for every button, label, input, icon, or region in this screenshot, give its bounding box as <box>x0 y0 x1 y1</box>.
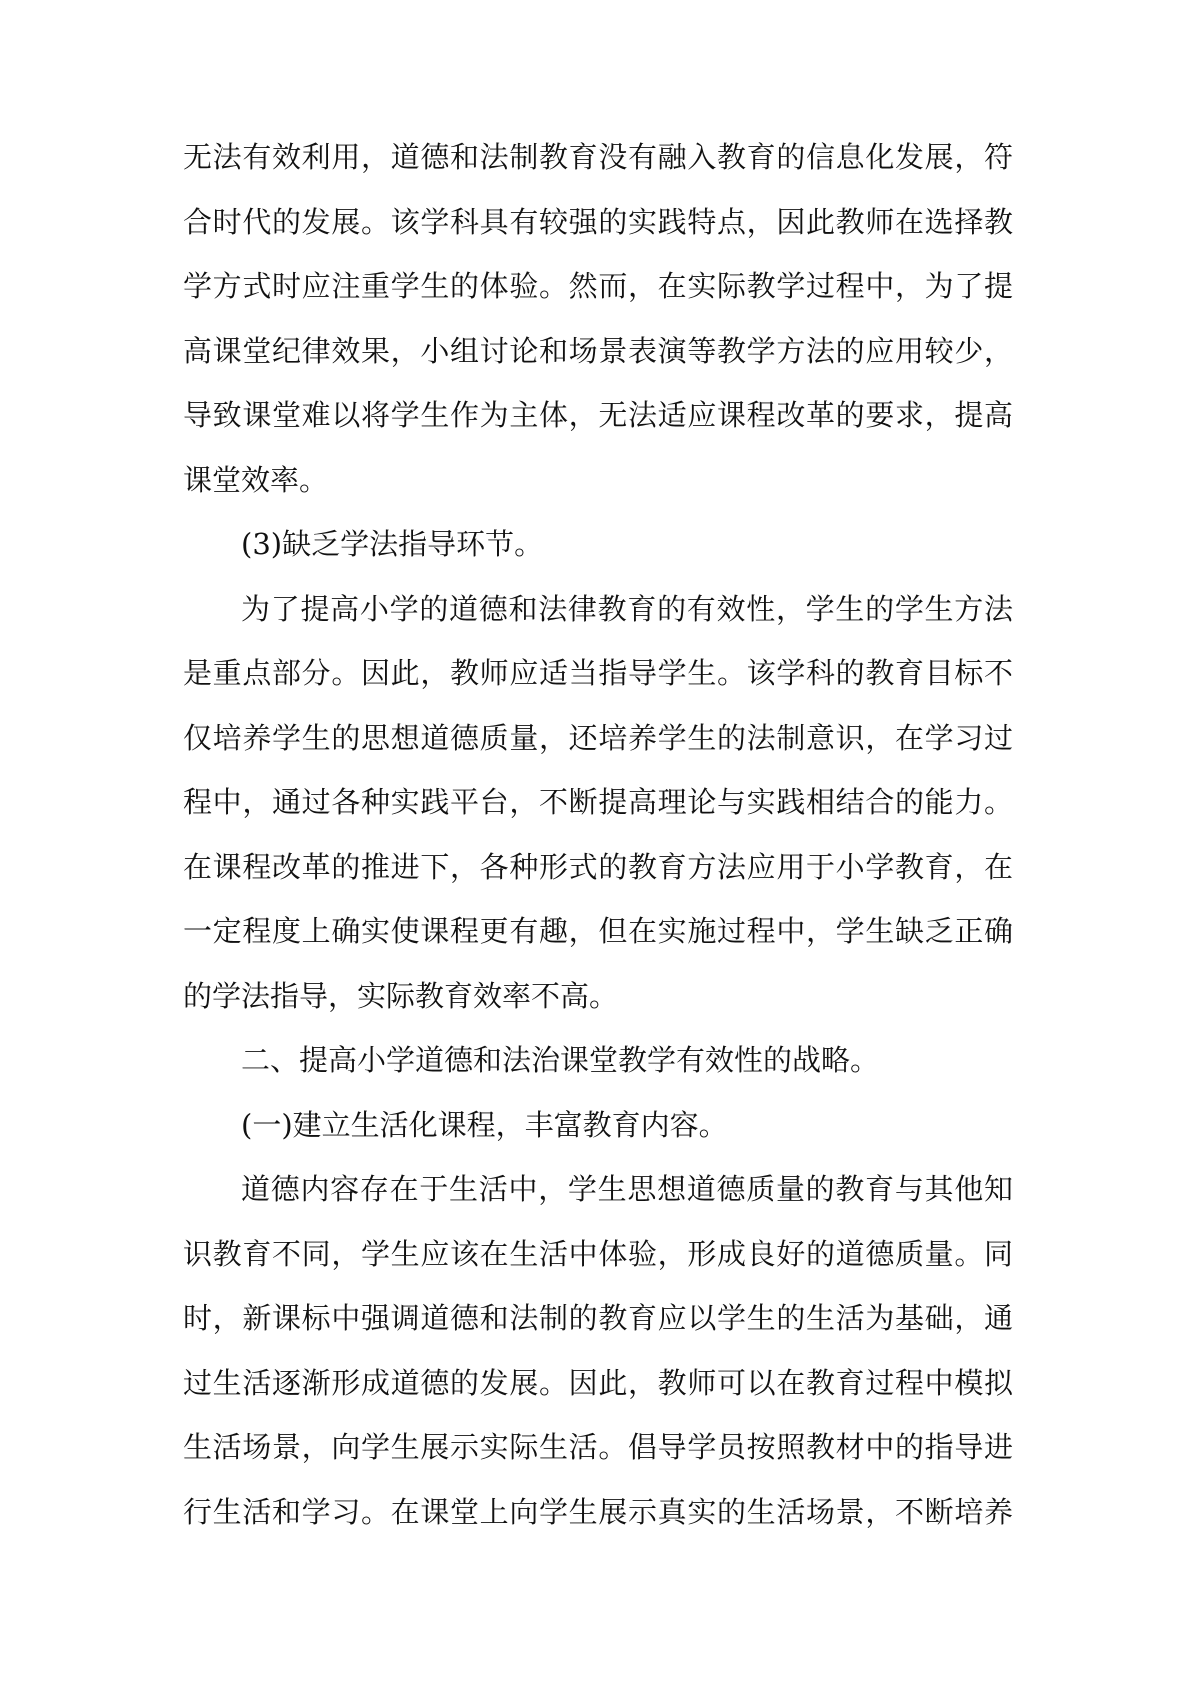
text-line: 的学法指导，实际教育效率不高。 <box>183 978 619 1013</box>
text-line: 时，新课标中强调道德和法制的教育应以学生的生活为基础，通 <box>183 1301 1013 1335</box>
text-line: 在课程改革的推进下，各种形式的教育方法应用于小学教育，在 <box>183 849 1013 884</box>
text-line: 道德内容存在于生活中，学生思想道德质量的教育与其他知 <box>241 1172 1013 1206</box>
text-line: 识教育不同，学生应该在生活中体验，形成良好的道德质量。同 <box>183 1236 1013 1271</box>
text-line: 行生活和学习。在课堂上向学生展示真实的生活场景，不断培养 <box>183 1494 1013 1529</box>
text-line: 合时代的发展。该学科具有较强的实践特点，因此教师在选择教 <box>183 204 1013 239</box>
text-line: 仅培养学生的思想道德质量，还培养学生的法制意识，在学习过 <box>183 720 1013 755</box>
text-line: 是重点部分。因此，教师应适当指导学生。该学科的教育目标不 <box>183 656 1013 690</box>
subsection-heading: (一)建立生活化课程，丰富教育内容。 <box>241 1107 728 1142</box>
text-line: 生活场景，向学生展示实际生活。倡导学员按照教材中的指导进 <box>183 1430 1013 1464</box>
text-line: 高课堂纪律效果，小组讨论和场景表演等教学方法的应用较少， <box>183 333 1013 368</box>
text-line: 课堂效率。 <box>183 462 329 497</box>
text-line: 一定程度上确实使课程更有趣，但在实施过程中，学生缺乏正确 <box>183 914 1013 948</box>
text-line: 为了提高小学的道德和法律教育的有效性，学生的学生方法 <box>241 591 1013 626</box>
text-line: 程中，通过各种实践平台，不断提高理论与实践相结合的能力。 <box>183 785 1013 819</box>
document-body <box>183 125 1013 1544</box>
text-line: 过生活逐渐形成道德的发展。因此，教师可以在教育过程中模拟 <box>183 1365 1013 1400</box>
section-heading: 二、提高小学道德和法治课堂教学有效性的战略。 <box>241 1043 880 1077</box>
text-line: 导致课堂难以将学生作为主体，无法适应课程改革的要求，提高 <box>183 398 1013 432</box>
text-line: 无法有效利用，道德和法制教育没有融入教育的信息化发展，符 <box>183 140 1013 174</box>
text-line: (3)缺乏学法指导环节。 <box>241 527 544 561</box>
text-line: 学方式时应注重学生的体验。然而，在实际教学过程中，为了提 <box>183 269 1013 303</box>
